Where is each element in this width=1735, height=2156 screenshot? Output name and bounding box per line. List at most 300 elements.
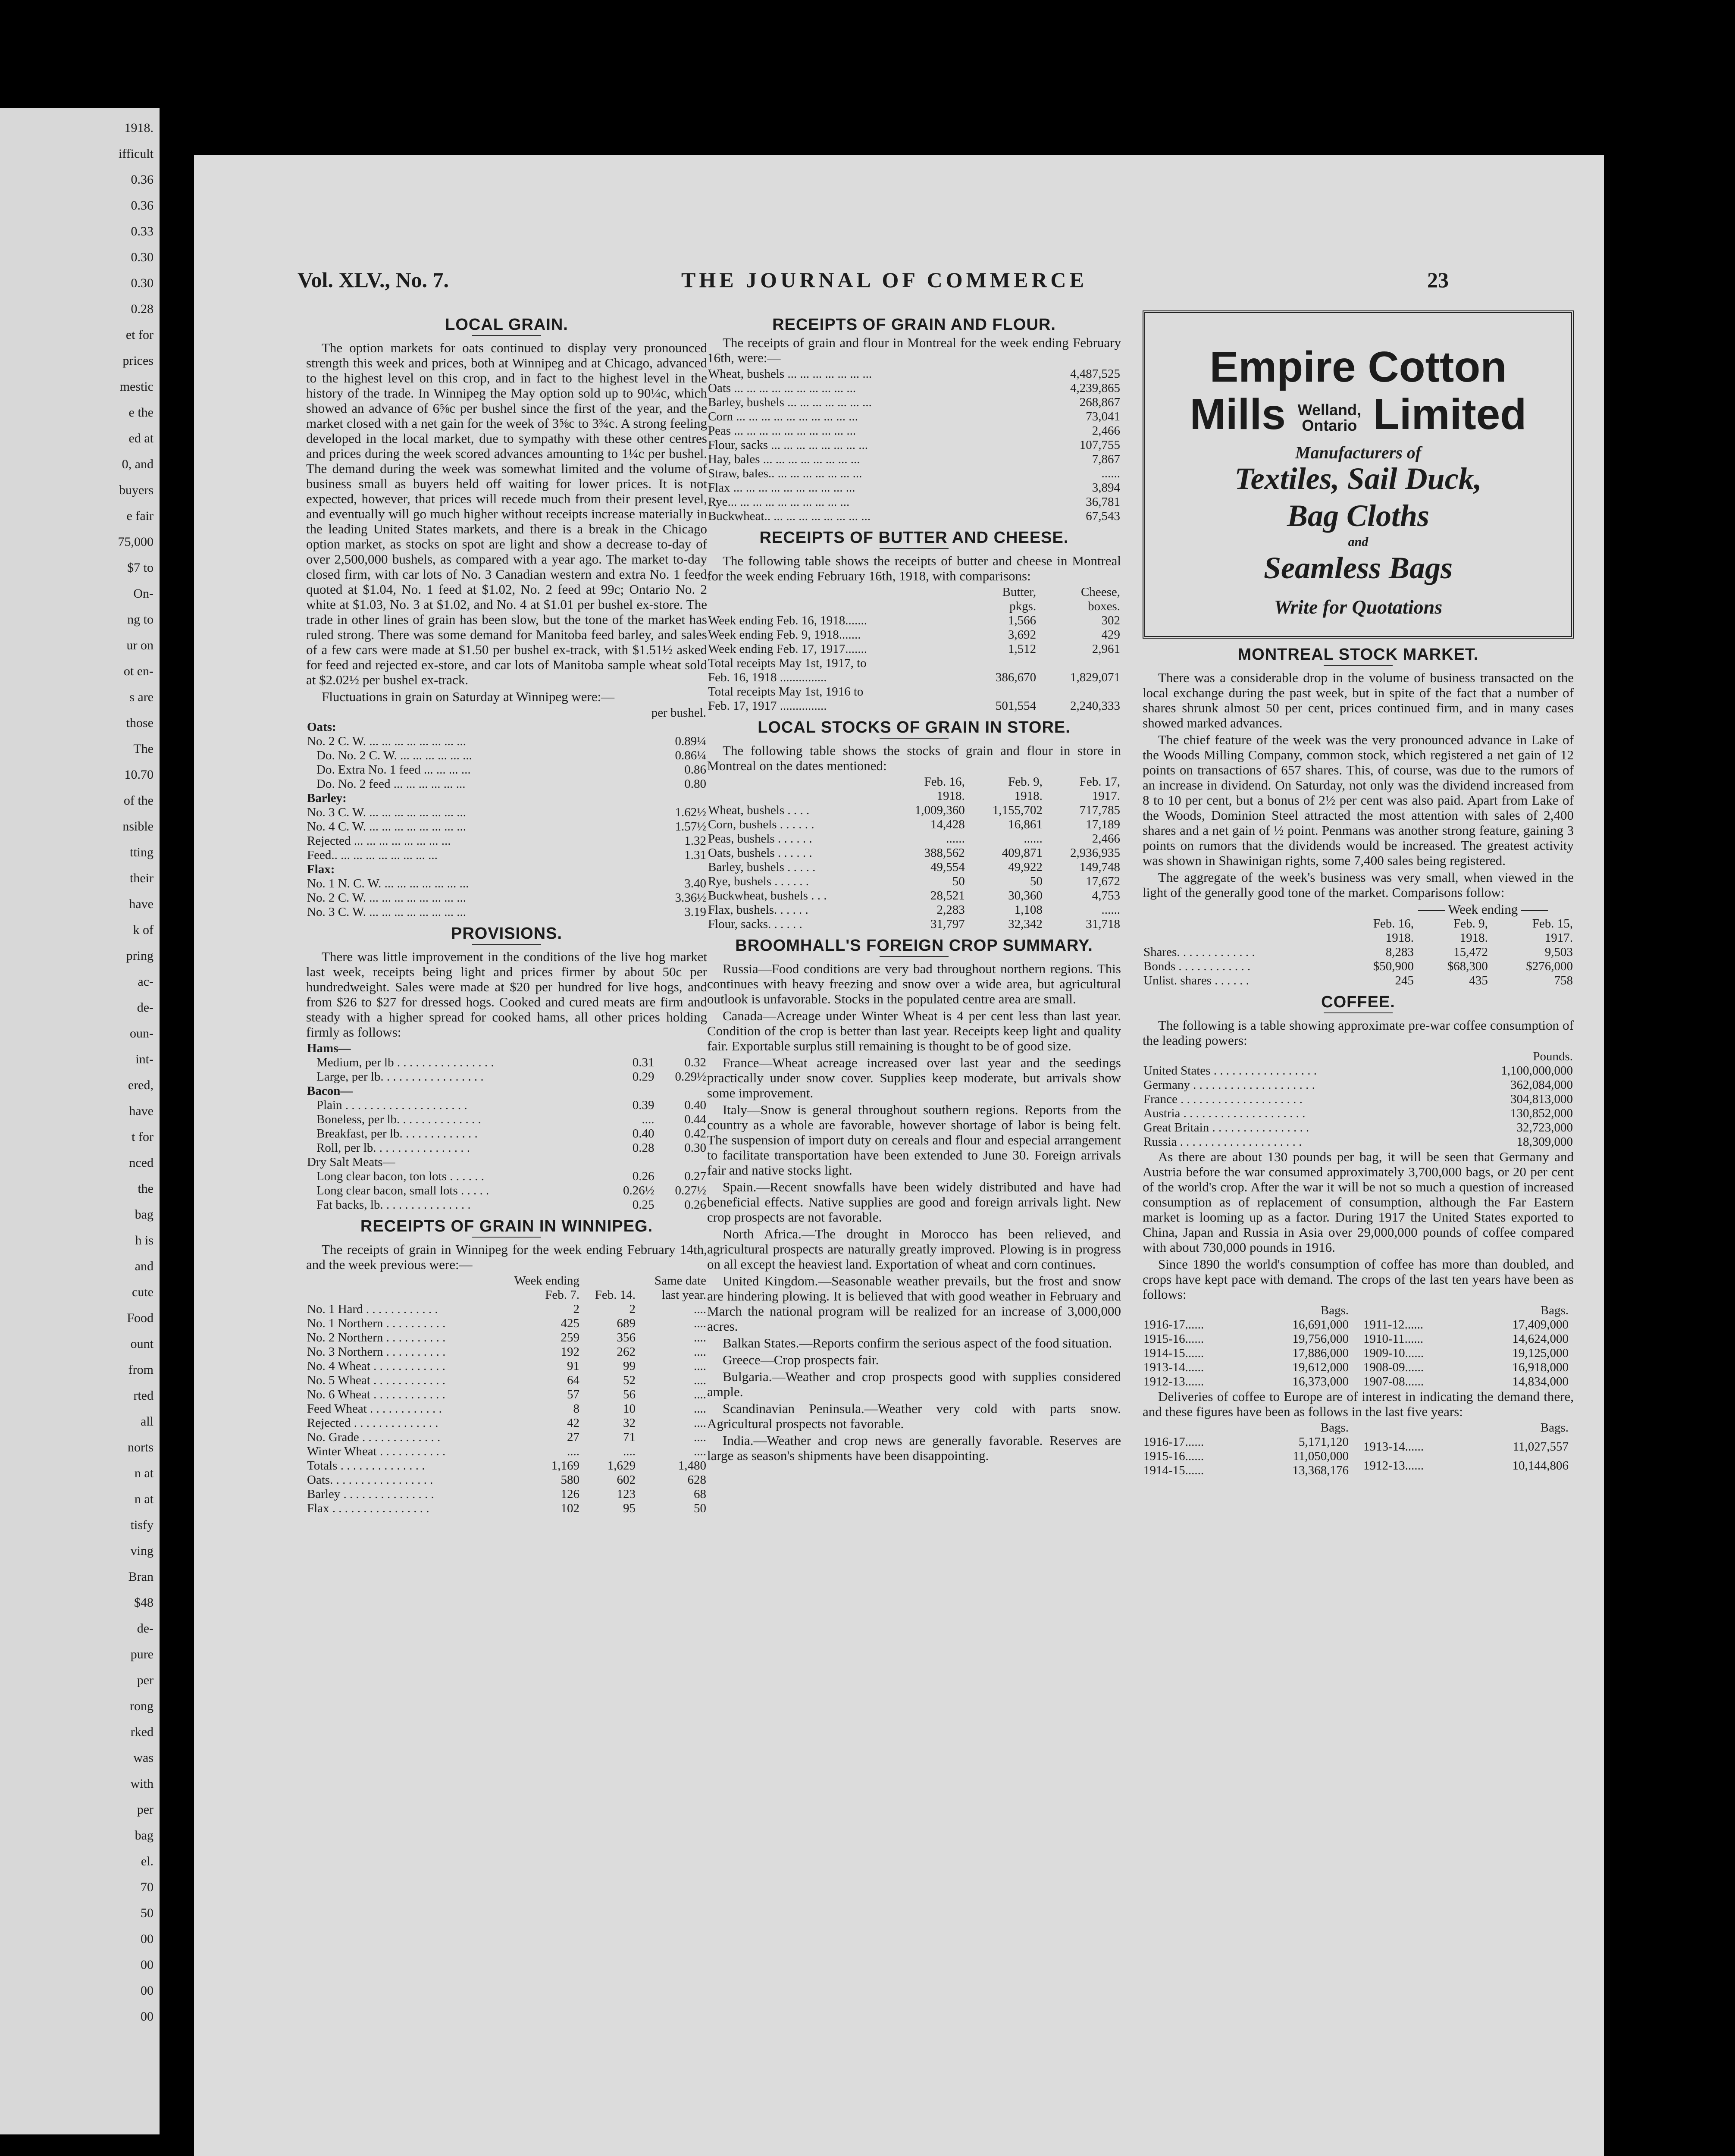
crops-table-left	[1143, 1304, 1350, 1389]
table-cell: 362,084,000	[1510, 1078, 1573, 1092]
table-cell: Feb. 7.	[545, 1288, 580, 1302]
table-cell: Austria . . . . . . . . . . . . . . . . . . . .	[1143, 1106, 1306, 1120]
table-cell: 425	[561, 1316, 580, 1330]
column-left	[306, 310, 707, 1516]
table-cell: 0.29	[632, 1070, 655, 1084]
table-cell: 19,756,000	[1292, 1332, 1349, 1346]
table-row	[306, 1473, 707, 1487]
table-cell: ....	[694, 1331, 706, 1344]
paragraph: There was a considerable drop in the volume of business transacted on the local exchange during the past week, but in spite of the fact that a number of shares shrunk almost 50 per cent, prices continued firm, and in many cases showed marked advances.	[1143, 670, 1574, 730]
left-page-text-fragment: Food	[127, 1311, 153, 1325]
table-row	[707, 424, 1121, 438]
table-cell: Total receipts May 1st, 1917, to	[708, 656, 867, 670]
table-cell	[655, 1041, 707, 1056]
left-page-fragment	[0, 108, 160, 2134]
table-cell: 245	[1395, 974, 1414, 987]
butter-cheese-text: The following table shows the receipts of butter and cheese in Montreal for the week ending February 16th, 1918, with comparisons:	[707, 553, 1121, 583]
table-cell: Peas ... ... ... ... ... ... ... ... ... ...	[708, 424, 856, 438]
table-cell: Week ending Feb. 16, 1918.......	[708, 614, 867, 627]
table-cell: 1.31	[684, 848, 706, 862]
table-cell: 580	[561, 1473, 580, 1487]
table-cell: Rye, bushels . . . . . .	[708, 874, 809, 888]
table-row	[306, 1141, 707, 1155]
divider	[880, 738, 949, 739]
table-cell: ......	[1101, 903, 1120, 917]
table-cell: ....	[694, 1445, 706, 1458]
table-cell: 3.36½	[675, 891, 706, 905]
table-cell: 1.62½	[675, 805, 706, 819]
table-cell: Buckwheat.. ... ... ... ... ... ... ... ...	[708, 509, 871, 523]
table-row	[707, 367, 1121, 381]
table-cell: $50,900	[1373, 959, 1414, 973]
newspaper-page	[194, 155, 1604, 2156]
left-page-text-fragment: prices	[122, 354, 153, 368]
table-cell: 31,797	[930, 917, 965, 931]
table-row	[707, 410, 1121, 424]
paragraph: Russia—Food conditions are very bad throughout northern regions. This continues with heavy freezing and snow over a wide area, but agricultural outlook is unfavorable. Stocks in the populated centre area are small.	[707, 961, 1121, 1006]
table-cell: Oats. . . . . . . . . . . . . . . . .	[307, 1473, 433, 1487]
left-page-text-fragment: rong	[130, 1699, 153, 1713]
table-cell: ......	[946, 832, 965, 846]
table-row	[707, 381, 1121, 395]
table-cell: Corn ... ... ... ... ... ... ... ... ... ...	[708, 410, 858, 423]
grain-flour-heading: RECEIPTS OF GRAIN AND FLOUR.	[772, 316, 1056, 334]
table-cell: 0.42	[684, 1127, 706, 1141]
table-row	[306, 1345, 707, 1359]
paragraph: Italy—Snow is general throughout southern regions. Reports from the country as a whole are favorable, however shortage of labor is being felt. The suspension of import duty on cereals and flour and especial arrangement to facilitate transportation have been extended to June 30. Foreign arrivals fair and native stocks light.	[707, 1102, 1121, 1178]
left-page-text-fragment: ifficult	[118, 147, 153, 161]
table-cell: Flax:	[307, 862, 335, 876]
table-row	[306, 1169, 707, 1184]
table-cell: Russia . . . . . . . . . . . . . . . . . . . .	[1143, 1135, 1302, 1149]
table-cell: 14,624,000	[1512, 1332, 1569, 1346]
table-cell: Peas, bushels . . . . . .	[708, 832, 812, 846]
table-cell: Week ending Feb. 17, 1917.......	[708, 642, 867, 656]
left-page-text-fragment: rted	[133, 1388, 153, 1403]
table-cell: 50	[694, 1501, 706, 1515]
table-cell: 1,155,702	[992, 803, 1043, 817]
left-page-text-fragment: rked	[130, 1725, 153, 1739]
left-page-text-fragment: was	[133, 1751, 153, 1765]
table-cell: ....	[694, 1302, 706, 1316]
table-row	[1362, 1318, 1569, 1332]
table-cell: 0.26	[684, 1198, 706, 1212]
winnipeg-fluctuations-table	[306, 706, 707, 919]
table-cell: 1916-17......	[1143, 1435, 1204, 1449]
left-page-text-fragment: 1918.	[124, 121, 153, 135]
table-row	[1362, 1375, 1569, 1389]
bags-header: Bags.	[1540, 1304, 1569, 1317]
table-row	[1143, 974, 1574, 988]
table-cell: 689	[617, 1316, 636, 1330]
table-cell: Fat backs, lb. . . . . . . . . . . . . . .	[316, 1198, 471, 1212]
butter-cheese-table	[707, 585, 1121, 713]
table-header-row	[1143, 931, 1574, 945]
column-right	[1143, 310, 1574, 1478]
paragraph: Bulgaria.—Weather and crop prospects good with supplies considered ample.	[707, 1369, 1121, 1399]
left-page-text-fragment: tisfy	[130, 1518, 153, 1532]
table-cell: 628	[687, 1473, 706, 1487]
table-cell: Flax . . . . . . . . . . . . . . . .	[307, 1501, 429, 1515]
table-cell: 192	[561, 1345, 580, 1359]
table-cell: Dry Salt Meats—	[307, 1155, 395, 1169]
table-cell: Week ending Feb. 9, 1918.......	[708, 628, 861, 642]
table-cell: Total receipts May 1st, 1916 to	[708, 685, 864, 699]
table-row	[306, 1302, 707, 1316]
table-cell: $276,000	[1526, 959, 1573, 973]
table-cell: ....	[642, 1112, 655, 1126]
table-header-row	[707, 585, 1121, 599]
table-cell: 356	[617, 1331, 636, 1344]
table-cell: 1916-17......	[1143, 1318, 1204, 1332]
week-ending-label: —— Week ending ——	[1418, 902, 1548, 917]
table-row	[707, 467, 1121, 481]
table-header-row	[306, 1274, 707, 1288]
table-cell	[707, 599, 968, 614]
table-cell: Unlist. shares . . . . . .	[1143, 974, 1249, 987]
table-cell: Flax ... ... ... ... ... ... ... ... ... ...	[708, 481, 855, 495]
ad-location-city: Welland,	[1297, 401, 1362, 419]
table-cell: 1918.	[1459, 931, 1488, 945]
paragraph: The aggregate of the week's business was very small, when viewed in the light of the generally good tone of the market. Comparisons follow:	[1143, 870, 1574, 900]
left-page-text-fragment: ac-	[138, 975, 153, 989]
table-cell: Feb. 16,	[924, 775, 965, 789]
left-page-text-fragment: their	[130, 871, 153, 885]
table-cell: 1912-13......	[1143, 1375, 1204, 1388]
left-page-text-fragment: the	[138, 1181, 153, 1196]
table-cell: 17,189	[1086, 818, 1120, 831]
table-row	[306, 1056, 707, 1070]
left-page-text-fragment: int-	[135, 1052, 153, 1066]
table-cell: 36,781	[1086, 495, 1120, 509]
volume-number: Vol. XLV., No. 7.	[298, 268, 449, 292]
coffee-text-2: As there are about 130 pounds per bag, it will be seen that Germany and Austria before the war consumed approximately 3,700,000 bags, or 20 per cent of the world's crop. After the war it will be not so much a question of increased consumption as of replacement of consumption, although the Far Eastern market is looming up as a factor. During 1917 the United States exported to China, Japan and Russia in Asia over 29,000,000 pounds of coffee compared with about 730,000 pounds in 1916.	[1143, 1149, 1574, 1255]
table-header-row	[707, 789, 1121, 803]
table-cell	[1037, 656, 1121, 671]
paragraph: India.—Weather and crop news are generally favorable. Reserves are large as season's shipments have been disappointing.	[707, 1433, 1121, 1463]
table-cell: 1,566	[1008, 614, 1037, 627]
page-number: 23	[1427, 268, 1449, 292]
table-row	[707, 846, 1121, 860]
table-row	[306, 1459, 707, 1473]
table-cell	[707, 775, 888, 789]
left-page-text-fragment: ot en-	[123, 664, 153, 678]
table-cell: 10	[623, 1402, 636, 1416]
table-cell: 268,867	[1079, 395, 1120, 409]
paragraph: Greece—Crop prospects fair.	[723, 1352, 879, 1367]
table-cell: 1909-10......	[1363, 1346, 1424, 1360]
table-cell: 50	[1030, 874, 1043, 888]
left-page-text-fragment: 00	[141, 2009, 153, 2024]
table-cell: Hams—	[307, 1041, 351, 1055]
table-row	[306, 862, 707, 877]
broomhall-heading: BROOMHALL'S FOREIGN CROP SUMMARY.	[735, 937, 1093, 955]
table-cell: Wheat, bushels ... ... ... ... ... ... ...	[708, 367, 872, 381]
table-cell: Long clear bacon, small lots . . . . .	[316, 1184, 489, 1197]
ad-manufacturers-of: Manufacturers of	[1295, 443, 1422, 462]
table-cell: 52	[623, 1373, 636, 1387]
table-cell: 14,834,000	[1512, 1375, 1569, 1388]
table-cell: Corn, bushels . . . . . .	[708, 818, 814, 831]
table-cell: 1,009,360	[914, 803, 965, 817]
left-page-text-fragment: 0, and	[122, 457, 153, 471]
table-cell: Flour, sacks. . . . . .	[708, 917, 802, 931]
table-row	[306, 1388, 707, 1402]
left-page-text-fragment: 0.36	[131, 172, 153, 187]
table-row	[1143, 1463, 1350, 1478]
table-row	[707, 803, 1121, 818]
table-row	[707, 509, 1121, 523]
table-cell: Feb. 16, 1918 ...............	[708, 671, 827, 684]
table-cell: Long clear bacon, ton lots . . . . . .	[316, 1169, 484, 1183]
table-cell: 31,718	[1086, 917, 1120, 931]
table-cell: 1918.	[1014, 789, 1043, 803]
table-cell: 1,512	[1008, 642, 1037, 656]
table-row	[1143, 1078, 1574, 1092]
left-page-text-fragment: of the	[123, 793, 153, 808]
left-page-text-fragment: et for	[125, 328, 153, 342]
pounds-header: Pounds.	[1533, 1050, 1573, 1063]
table-cell: 14,428	[930, 818, 965, 831]
table-row	[306, 791, 707, 805]
left-page-text-fragment: pring	[126, 949, 153, 963]
ad-company-name-line2	[1154, 391, 1563, 438]
table-row	[707, 917, 1121, 931]
table-cell	[655, 1155, 707, 1169]
left-page-text-fragment: ving	[130, 1544, 153, 1558]
table-cell: 1,629	[607, 1459, 636, 1473]
table-row	[306, 749, 707, 763]
table-cell: 1,480	[678, 1459, 706, 1473]
table-cell: Do. No. 2 feed ... ... ... ... ... ...	[316, 777, 466, 791]
table-cell	[707, 585, 968, 599]
table-cell: 0.31	[632, 1056, 655, 1069]
table-cell: No. 4 C. W. ... ... ... ... ... ... ... ...	[307, 820, 466, 834]
table-cell: Large, per lb. . . . . . . . . . . . . . . . .	[316, 1070, 484, 1084]
table-row	[306, 1501, 707, 1516]
table-row	[707, 614, 1121, 628]
table-row	[306, 1359, 707, 1373]
left-page-text-fragment: On-	[133, 586, 153, 601]
table-cell: 0.40	[632, 1127, 655, 1141]
local-grain-text: The option markets for oats continued to display very pronounced strength this week and prices, both at Winnipeg and at Chicago, advanced to the highest level on this crop, and in fact to the highest level in the history of the trade. In Winnipeg the May option sold up to 90¼c, which showed an advance of 6⅝c per bushel since the first of the year, and the market closed with a net gain for the week of 3⅝c to 3¾c. A strong feeling developed in the local market, due to sympathy with these other centres and prices during the week scored advances amounting to 1¼c per bushel. The demand during the week was somewhat limited and the volume of business small as buyers held off waiting for lower prices. It is not expected, however, that prices will recede much from their present level, and eventually will go much higher without receipts increase materially in the leading United States markets, and there is a break in the Chicago option market, as stocks on spot are light and show a decrease to-day of over 2,500,000 bushels, as compared with a year ago. The market to-day closed firm, with car lots of No. 3 Canadian western and extra No. 1 feed quoted at $1.04, No. 1 feed at $1.02, No. 2 feed at 99c; Ontario No. 2 white at $1.03, No. 3 at $1.02, and No. 4 at $1.01 per bushel ex-store. The trade in other lines of grain has been slow, but the tone of the market has ruled strong. There was some demand for Manitoba feed barley, and sales of a few cars were made at $1.50 per bushel ex-track, with $1.51½ asked for feed and rejected ex-store, and car lots of Manitoba sample wheat sold at $2.02½ per bushel ex-track.	[306, 340, 707, 687]
paragraph: United Kingdom.—Seasonable weather prevails, but the frost and snow are hindering plowing. It is believed that with good weather in February and March the national program will be realized for an increase of 3,000,000 acres.	[707, 1273, 1121, 1334]
table-cell: Feb. 14.	[595, 1288, 636, 1302]
table-cell: 1.32	[684, 834, 706, 848]
table-cell: 10,144,806	[1512, 1459, 1569, 1473]
ad-call-to-action: Write for Quotations	[1274, 596, 1443, 618]
table-row	[707, 452, 1121, 467]
table-cell: No. 5 Wheat . . . . . . . . . . . .	[307, 1373, 445, 1387]
table-cell: 19,612,000	[1292, 1360, 1349, 1374]
left-page-text-fragment: buyers	[119, 483, 153, 497]
table-header-row	[306, 1288, 707, 1302]
table-row	[306, 1184, 707, 1198]
table-cell: Butter,	[1002, 585, 1037, 599]
fluctuations-intro: Fluctuations in grain on Saturday at Winnipeg were:—	[322, 689, 615, 704]
left-page-text-fragment: ount	[130, 1337, 153, 1351]
table-row	[707, 699, 1121, 713]
table-cell: ......	[1101, 467, 1120, 480]
ad-mills: Mills	[1190, 390, 1286, 439]
left-page-text-fragment: k of	[133, 923, 153, 937]
table-cell: 1,108	[1014, 903, 1043, 917]
table-cell	[1143, 931, 1340, 945]
table-cell: 1907-08......	[1363, 1375, 1424, 1388]
table-row	[1143, 1121, 1574, 1135]
table-header-row	[707, 599, 1121, 614]
table-row	[306, 1373, 707, 1388]
table-cell: 2,466	[1092, 424, 1120, 438]
left-page-text-fragment: 0.28	[131, 302, 153, 316]
table-row	[707, 495, 1121, 509]
table-cell: 435	[1469, 974, 1488, 987]
left-page-text-fragment: n at	[134, 1466, 153, 1480]
table-cell: 1914-15......	[1143, 1463, 1204, 1477]
table-cell: 1914-15......	[1143, 1346, 1204, 1360]
table-cell	[603, 1041, 655, 1056]
table-cell: 758	[1554, 974, 1573, 987]
divider	[472, 335, 541, 336]
left-page-text-fragment: all	[141, 1414, 153, 1429]
column-middle	[707, 310, 1121, 1465]
paragraph: Scandinavian Peninsula.—Weather very cold with parts snow. Agricultural prospects not favorable.	[707, 1401, 1121, 1431]
table-cell: 0.86	[684, 763, 706, 777]
table-cell: 17,672	[1086, 874, 1120, 888]
coffee-text-4: Deliveries of coffee to Europe are of interest in indicating the demand there, and these figures have been as follows in the last five years:	[1143, 1389, 1574, 1419]
table-cell: 2,466	[1092, 832, 1120, 846]
table-row	[707, 628, 1121, 642]
table-cell: 602	[617, 1473, 636, 1487]
table-cell: Oats ... ... ... ... ... ... ... ... ... ...	[708, 381, 856, 395]
table-cell: No. 1 Northern . . . . . . . . . .	[307, 1316, 446, 1330]
table-row	[306, 1084, 707, 1098]
left-page-text-fragment: ered,	[128, 1078, 153, 1092]
table-row	[306, 1155, 707, 1169]
table-cell: 9,503	[1544, 945, 1573, 959]
table-row	[306, 763, 707, 777]
table-cell: 5,171,120	[1299, 1435, 1349, 1449]
table-cell: 388,562	[924, 846, 965, 860]
table-row	[306, 805, 707, 820]
table-row	[306, 1316, 707, 1331]
table-cell: Rejected ... ... ... ... ... ... ... ...	[307, 834, 451, 848]
table-row	[707, 395, 1121, 410]
table-cell: Feb. 9,	[1453, 917, 1488, 931]
table-cell: 0.86¼	[675, 749, 706, 762]
table-row	[707, 685, 1121, 699]
table-cell: Breakfast, per lb. . . . . . . . . . . . .	[316, 1127, 478, 1141]
left-page-text-fragment: 70	[141, 1880, 153, 1894]
paragraph: Balkan States.—Reports confirm the serious aspect of the food situation.	[723, 1335, 1112, 1351]
bags-header: Bags.	[1320, 1421, 1349, 1435]
table-row	[1143, 1449, 1350, 1463]
coffee-consumption-table	[1143, 1050, 1574, 1149]
table-cell: 71	[623, 1430, 636, 1444]
left-page-text-fragment: norts	[128, 1440, 153, 1454]
left-page-text-fragment: 10.70	[124, 768, 153, 782]
table-cell: 3.19	[684, 905, 706, 919]
left-page-text-fragment: 00	[141, 1932, 153, 1946]
stock-market-text	[1143, 670, 1574, 900]
table-cell: Wheat, bushels . . . .	[708, 803, 810, 817]
table-cell: Flax, bushels. . . . . .	[708, 903, 808, 917]
table-row	[1143, 1318, 1350, 1332]
left-page-text-fragment: bag	[135, 1828, 153, 1843]
table-cell: boxes.	[1088, 599, 1120, 613]
table-cell: 107,755	[1079, 438, 1120, 452]
left-page-text-fragment: pure	[130, 1647, 153, 1661]
table-cell: ....	[694, 1373, 706, 1387]
table-cell: No. 4 Wheat . . . . . . . . . . . .	[307, 1359, 445, 1373]
table-cell: 19,125,000	[1512, 1346, 1569, 1360]
ad-product-1: Textiles, Sail Duck,	[1234, 461, 1482, 496]
table-row	[306, 905, 707, 919]
left-page-text-fragment: ng to	[127, 612, 153, 627]
left-page-text-fragment: t for	[132, 1130, 153, 1144]
table-cell: 16,918,000	[1512, 1360, 1569, 1374]
table-cell: 3.40	[684, 877, 706, 890]
table-cell: No. 1 Hard . . . . . . . . . . . .	[307, 1302, 438, 1316]
table-cell: 4,239,865	[1070, 381, 1120, 395]
table-cell: 32,723,000	[1516, 1121, 1573, 1134]
left-page-text-fragment: have	[129, 1104, 153, 1118]
left-page-text-fragment: 50	[141, 1906, 153, 1920]
table-cell: Feed.. ... ... ... ... ... ... ... ...	[307, 848, 438, 862]
table-cell: 17,409,000	[1512, 1318, 1569, 1332]
left-page-text-fragment: nsible	[122, 819, 153, 834]
coffee-text-3: Since 1890 the world's consumption of coffee has more than doubled, and crops have kept pace with demand. The crops of the last ten years have been as follows:	[1143, 1257, 1574, 1302]
table-row	[1362, 1360, 1569, 1375]
table-cell: 7,867	[1092, 452, 1120, 466]
table-row	[707, 438, 1121, 452]
divider	[880, 548, 949, 549]
paragraph: Spain.—Recent snowfalls have been widely distributed and have had beneficial effects. Native supplies are good and foreign arrivals light. New crop prospects are not favorable.	[707, 1179, 1121, 1225]
table-cell: 32,342	[1008, 917, 1043, 931]
table-cell: 1,829,071	[1070, 671, 1120, 684]
table-cell: 64	[567, 1373, 580, 1387]
ad-limited: Limited	[1373, 390, 1527, 439]
table-cell: Plain . . . . . . . . . . . . . . . . . . . .	[316, 1098, 467, 1112]
table-cell: 1913-14......	[1363, 1440, 1424, 1454]
table-cell: 49,922	[1008, 860, 1043, 874]
table-cell: Do. No. 2 C. W. ... ... ... ... ... ...	[316, 749, 472, 762]
table-row	[306, 777, 707, 791]
deliveries-table-left	[1143, 1421, 1350, 1478]
table-cell: 0.89¼	[675, 734, 706, 748]
table-cell: 3,692	[1008, 628, 1037, 642]
table-cell: Week ending	[514, 1274, 580, 1288]
table-cell	[603, 1155, 655, 1169]
left-page-text-fragment: have	[129, 897, 153, 911]
table-cell	[968, 685, 1037, 699]
table-cell: Same date	[655, 1274, 706, 1288]
table-row	[306, 1070, 707, 1084]
table-cell: 1915-16......	[1143, 1449, 1204, 1463]
left-page-text-fragment: and	[135, 1259, 153, 1273]
table-cell: 717,785	[1079, 803, 1120, 817]
table-cell: 56	[623, 1388, 636, 1401]
table-cell: 259	[561, 1331, 580, 1344]
table-cell: United States . . . . . . . . . . . . . . . . .	[1143, 1064, 1317, 1078]
left-page-text-fragment: n at	[134, 1492, 153, 1506]
provisions-heading: PROVISIONS.	[451, 924, 563, 943]
table-row	[306, 1402, 707, 1416]
table-row	[1143, 1135, 1574, 1149]
left-page-text-fragment: from	[128, 1363, 153, 1377]
table-cell: Shares. . . . . . . . . . . . .	[1143, 945, 1255, 959]
table-cell: 1908-09......	[1363, 1360, 1424, 1374]
